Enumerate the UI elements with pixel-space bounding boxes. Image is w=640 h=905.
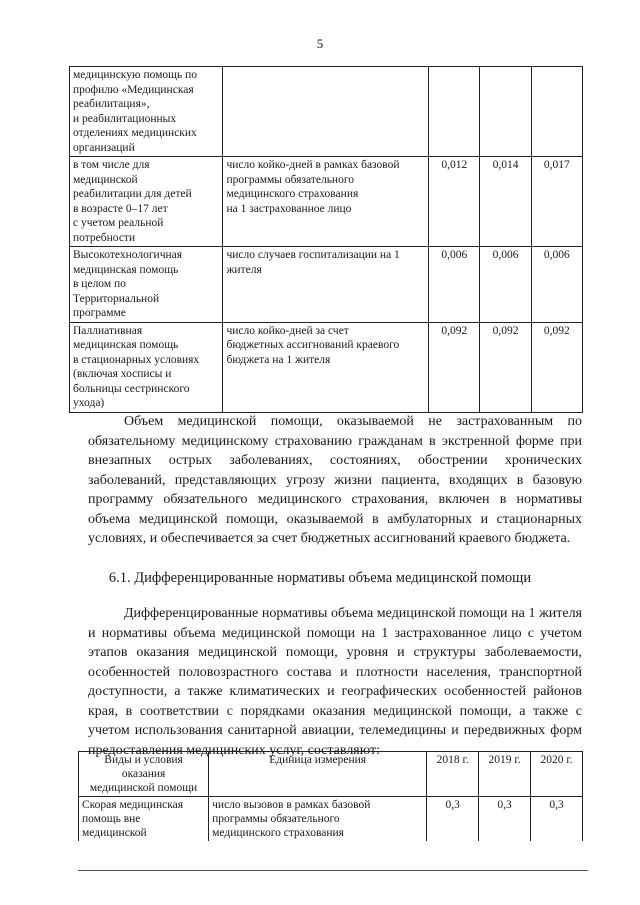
- norms-table-continued: [69, 66, 583, 413]
- value-2019: [480, 67, 531, 157]
- row-label: Паллиативная медицинская помощь в стационарных условиях (включая хосписы и больницы сестринского ухода): [70, 322, 223, 412]
- row-unit: число случаев госпитализации на 1 жителя: [223, 247, 429, 323]
- value-2018: [429, 67, 480, 157]
- row-label: медицинскую помощь по профилю «Медицинская реабилитация», и реабилитационных отделениях медицинских организаций: [70, 67, 223, 157]
- table-row: [70, 247, 583, 323]
- header-2020: 2020 г.: [531, 752, 583, 797]
- value-2019: 0,014: [480, 157, 531, 247]
- differentiated-norms-table: [78, 751, 583, 841]
- table-row: [70, 157, 583, 247]
- value-2020: [531, 67, 582, 157]
- value-2018: 0,006: [429, 247, 480, 323]
- value-2019: 0,092: [480, 322, 531, 412]
- page-number: 5: [316, 36, 324, 51]
- value-2018: 0,3: [427, 797, 479, 842]
- table-row: [70, 67, 583, 157]
- value-2019: 0,3: [479, 797, 531, 842]
- table-header-row: [79, 752, 583, 797]
- header-2018: 2018 г.: [427, 752, 479, 797]
- header-types: Виды и условия оказания медицинской помощи: [79, 752, 209, 797]
- value-2020: 0,006: [531, 247, 582, 323]
- paragraph-differentiated-norms: Дифференцированные нормативы объема медицинской помощи на 1 жителя и нормативы объема медицинской помощи на 1 застрахованное лицо с учетом этапов оказания медицинской помощи, уровня и структуры заболеваемости, особенностей половозрастного состава и плотности населения, транспортной доступности, а также климатических и географических особенностей районов края, в соответствии с порядками оказания медицинской помощи, а также с учетом использования санитарной авиации, телемедицины и передвижных форм предоставления медицинских услуг, составляют:: [88, 606, 582, 758]
- row-unit: число вызовов в рамках базовой программы обязательного медицинского страхования: [209, 797, 427, 842]
- value-2020: 0,092: [531, 322, 582, 412]
- paragraph-uninsured-emergency: Объем медицинской помощи, оказываемой не застрахованным по обязательному медицинскому страхованию гражданам в экстренной форме при внезапных острых заболеваниях, состояниях, обострении хронических заболеваний, представляющих угрозу жизни пациента, входящих в базовую программу обязательного медицинского страхования, включен в нормативы объема медицинской помощи, оказываемой в амбулаторных и стационарных условиях, и обеспечивается за счет бюджетных ассигнований краевого бюджета.: [88, 414, 582, 546]
- value-2018: 0,012: [429, 157, 480, 247]
- table-row: [70, 322, 583, 412]
- row-unit: число койко-дней в рамках базовой программы обязательного медицинского страхования на 1 застрахованное лицо: [223, 157, 429, 247]
- row-label: Высокотехнологичная медицинская помощь в целом по Территориальной программе: [70, 247, 223, 323]
- row-label: в том числе для медицинской реабилитации для детей в возрасте 0–17 лет с учетом реальной потребности: [70, 157, 223, 247]
- value-2018: 0,092: [429, 322, 480, 412]
- header-unit: Единица измерения: [209, 752, 427, 797]
- value-2020: 0,017: [531, 157, 582, 247]
- value-2020: 0,3: [531, 797, 583, 842]
- value-2019: 0,006: [480, 247, 531, 323]
- header-2019: 2019 г.: [479, 752, 531, 797]
- row-label: Скорая медицинская помощь вне медицинской: [79, 797, 209, 842]
- section-heading: 6.1. Дифференцированные нормативы объема медицинской помощи: [108, 570, 532, 586]
- page-bottom-rule: [78, 870, 588, 871]
- table-row: [79, 797, 583, 842]
- row-unit: [223, 67, 429, 157]
- row-unit: число койко-дней за счет бюджетных ассигнований краевого бюджета на 1 жителя: [223, 322, 429, 412]
